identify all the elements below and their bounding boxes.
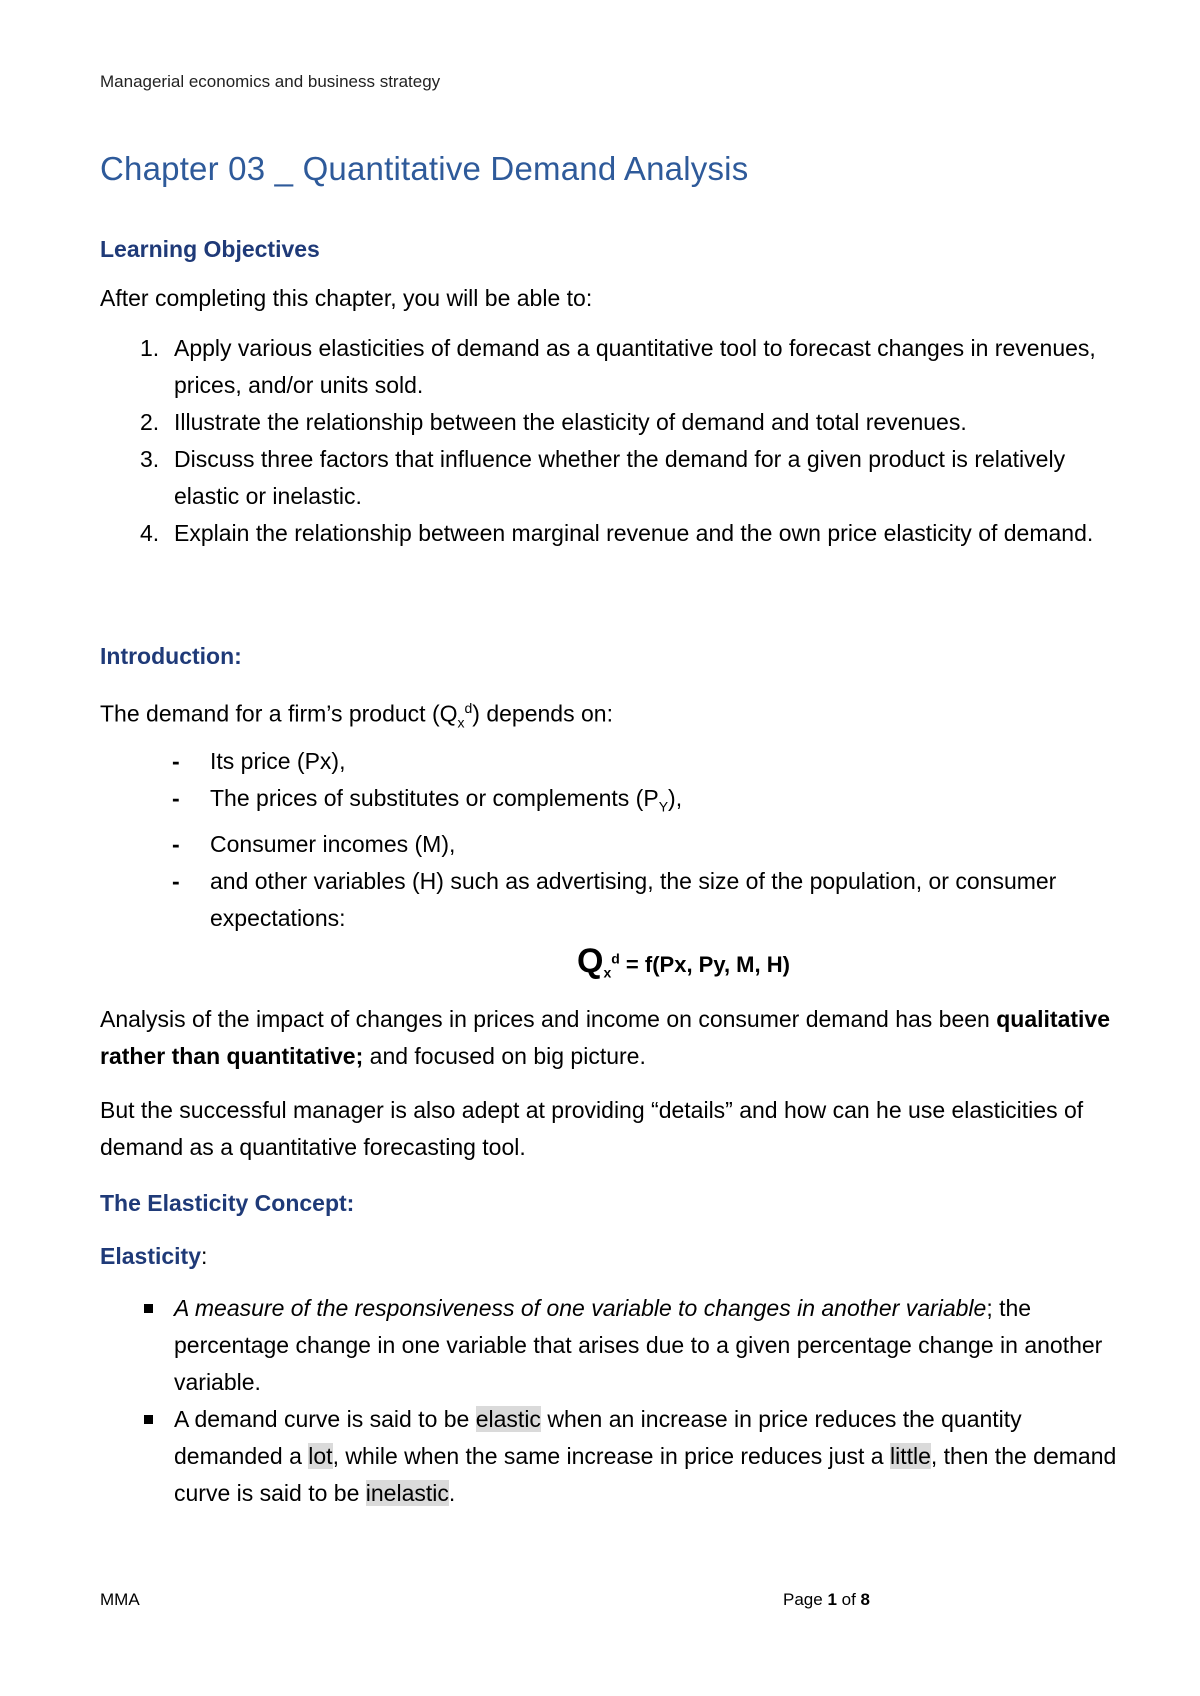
list-text: Explain the relationship between marginal revenue and the own price elasticity of demand. (174, 520, 1094, 546)
list-text: Apply various elasticities of demand as a quantitative tool to forecast changes in revenues, prices, and/or units sold. (174, 335, 1096, 398)
of-label: of (836, 1590, 861, 1609)
bullet-text: A demand curve is said to be (174, 1406, 476, 1432)
list-text: The prices of substitutes or complements (P (210, 785, 659, 811)
bullet-text: when an increase in price reduces the quantity demanded a (174, 1406, 1022, 1469)
list-number: 4. (140, 520, 160, 546)
formula-superscript: d (611, 950, 620, 967)
analysis-paragraph (100, 1001, 1120, 1075)
manager-paragraph: But the successful manager is also adept at providing “details” and how can he use elasticities of demand as a quantitative forecasting tool. (100, 1097, 1084, 1160)
list-item (100, 441, 1120, 515)
introduction-heading: Introduction: (100, 643, 242, 669)
dash-bullet: - (172, 785, 180, 811)
page-label: Page (783, 1590, 828, 1609)
current-page: 1 (827, 1590, 837, 1609)
bullet-text: ; the percentage change in one variable that arises due to a given percentage change in another variable. (174, 1295, 1103, 1395)
list-subscript: Y (658, 798, 669, 815)
square-bullet (144, 1415, 153, 1424)
lead-text: The demand for a firm’s product (Q (100, 700, 458, 727)
running-header: Managerial economics and business strategy (100, 72, 441, 91)
footer-left: MMA (100, 1590, 140, 1609)
list-text: and other variables (H) such as advertising, the size of the population, or consumer expectations: (210, 867, 1057, 931)
highlight-little: little (889, 1443, 931, 1469)
objectives-intro: After completing this chapter, you will be able to: (100, 285, 593, 311)
list-text: Consumer incomes (M), (210, 830, 456, 857)
list-text-end: ), (668, 785, 683, 811)
dash-bullet: - (172, 748, 180, 774)
list-number: 3. (140, 446, 160, 472)
subheading-text: Elasticity (100, 1243, 201, 1269)
highlight-lot: lot (308, 1443, 333, 1469)
objectives-list (100, 330, 1120, 552)
list-text: Discuss three factors that influence whether the demand for a given product is relatively elastic or inelastic. (174, 446, 1066, 509)
list-item (100, 1290, 1120, 1401)
demand-function-formula (577, 942, 790, 981)
para-bold: qualitative rather than quantitative; (100, 1006, 1111, 1069)
list-item (100, 826, 1120, 863)
learning-objectives-heading: Learning Objectives (100, 236, 320, 262)
highlight-elastic: elastic (475, 1406, 541, 1432)
elasticity-concept-heading: The Elasticity Concept: (100, 1190, 355, 1216)
demand-factors-list (100, 743, 1120, 937)
formula-subscript: x (603, 964, 612, 981)
highlight-inelastic: inelastic (365, 1480, 449, 1506)
dash-bullet: - (172, 830, 180, 857)
bullet-text: , while when the same increase in price reduces just a (332, 1443, 890, 1469)
total-pages: 8 (860, 1590, 870, 1609)
list-text: Illustrate the relationship between the elasticity of demand and total revenues. (174, 409, 967, 435)
bullet-italic: A measure of the responsiveness of one variable to changes in another variable (174, 1295, 987, 1321)
page-number (783, 1590, 870, 1610)
formula-rest: = f(Px, Py, M, H) (619, 952, 790, 977)
introduction-lead (100, 690, 1120, 741)
bullet-text: , then the demand curve is said to be (174, 1443, 1117, 1506)
lead-subscript: x (457, 714, 465, 731)
list-item (100, 330, 1120, 404)
elasticity-bullets (100, 1290, 1120, 1512)
list-number: 2. (140, 409, 160, 435)
list-item (100, 743, 1120, 780)
list-item (100, 1401, 1120, 1512)
subheading-colon: : (201, 1243, 208, 1269)
para-text: Analysis of the impact of changes in prices and income on consumer demand has been (100, 1006, 997, 1032)
formula-q: Q (577, 942, 604, 980)
lead-superscript: d (464, 700, 473, 716)
para-text-end: and focused on big picture. (363, 1043, 646, 1069)
elasticity-subheading (100, 1243, 207, 1270)
list-text: Its price (Px), (210, 748, 346, 774)
lead-text-end: ) depends on: (472, 700, 613, 727)
chapter-title: Chapter 03 _ Quantitative Demand Analysis (100, 150, 749, 187)
list-item (100, 515, 1120, 552)
list-number: 1. (140, 335, 160, 361)
list-item (100, 863, 1120, 937)
list-item (100, 780, 1120, 826)
dash-bullet: - (172, 867, 180, 894)
square-bullet (144, 1304, 153, 1313)
bullet-text: . (448, 1480, 456, 1506)
list-item (100, 404, 1120, 441)
